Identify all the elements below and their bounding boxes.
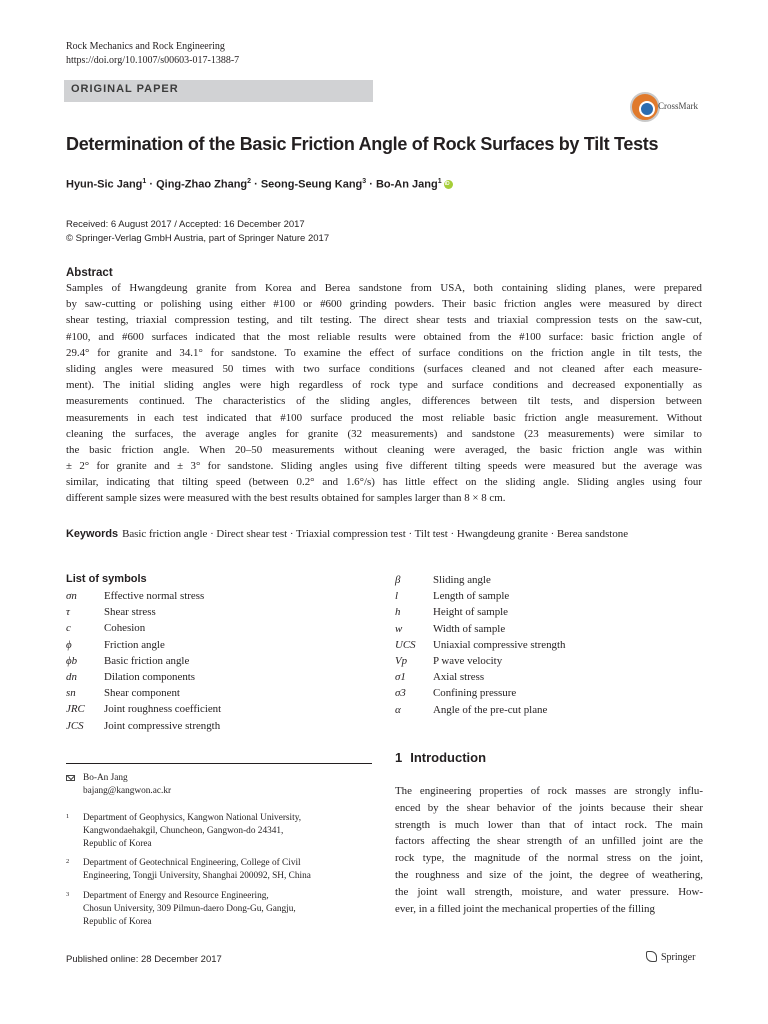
symbol-row — [66, 720, 366, 736]
text-line: measurements continued. The characteristics of the sliding angles, differences between tilt tests, and dispersion between — [66, 395, 702, 408]
symbol: c — [66, 622, 71, 635]
symbol: σ1 — [395, 671, 406, 684]
text-line: shear testing, triaxial compression testing, and tilt testing. The direct shear tests and triaxial compression tests on the saw-cut, — [66, 314, 702, 327]
text-line: ± 2° for granite and ± 3° for sandstone. Sliding angles using five different tilting speeds were measured but the average was — [66, 460, 702, 473]
received-accepted-line: Received: 6 August 2017 / Accepted: 16 December 2017 — [66, 219, 305, 230]
symbol-description: P wave velocity — [433, 655, 503, 667]
text-line: #100, and #600 surfaces indicated that the most reliable results were obtained from the #100 surface: basic friction angle of — [66, 330, 702, 343]
journal-header — [66, 40, 239, 68]
symbol-description: Height of sample — [433, 606, 509, 619]
affiliation-line: Engineering, Tongji University, Shanghai 200092, SH, China — [83, 871, 311, 881]
symbol-row — [66, 655, 366, 671]
author-name[interactable]: Hyun-Sic Jang — [66, 178, 143, 191]
symbol-description: Angle of the pre-cut plane — [433, 703, 548, 716]
author-name[interactable]: Seong-Seung Kang — [260, 178, 363, 191]
symbol-row — [395, 606, 695, 622]
affiliation-line: Republic of Korea — [83, 839, 152, 849]
footnote-divider — [66, 763, 372, 764]
symbol-row — [66, 639, 366, 655]
springer-horse-icon — [646, 951, 657, 962]
symbols-heading: List of symbols — [66, 573, 147, 585]
symbol-row — [395, 574, 695, 590]
symbols-list-right — [395, 574, 695, 724]
publisher-logo — [646, 951, 695, 963]
publisher-name: Springer — [661, 952, 696, 963]
abstract-body — [66, 280, 702, 507]
text-line: factors affecting the shear strength of an unfilled joint are the — [395, 835, 703, 848]
symbol: JRC — [66, 703, 85, 716]
symbol-row — [395, 687, 695, 703]
doi-link[interactable]: https://doi.org/10.1007/s00603-017-1388-7 — [66, 55, 240, 66]
journal-name: Rock Mechanics and Rock Engineering — [66, 41, 225, 52]
text-line: ment). The initial sliding angles were high regardless of rock type and surface conditions and decreased exponentially as — [66, 379, 702, 392]
symbol-row — [395, 623, 695, 639]
crossmark-icon — [630, 92, 660, 122]
affiliation-line: Department of Geophysics, Kangwon National University, — [83, 813, 302, 823]
text-line: cleaning the surfaces, the average angles for granite (32 measurements) and sandstone (23 measurements) were similar to — [66, 427, 702, 440]
affiliation-line: Department of Energy and Resource Engineering, — [83, 891, 269, 901]
author-list — [66, 178, 453, 191]
symbol: σn — [66, 590, 77, 602]
symbol: ϕ — [66, 638, 72, 651]
symbol: sn — [66, 687, 76, 700]
introduction-body — [395, 783, 703, 917]
corresponding-name: Bo-An Jang — [83, 773, 128, 783]
symbol: w — [395, 622, 403, 635]
symbol-row — [395, 590, 695, 606]
author-name[interactable]: Bo-An Jang — [375, 178, 438, 191]
corresponding-email[interactable]: bajang@kangwon.ac.kr — [83, 786, 172, 796]
author-separator: · — [251, 178, 261, 191]
affiliation-line: Kangwondaehakgil, Chuncheon, Gangwon-do 24341, — [83, 826, 284, 836]
symbol-row — [395, 704, 695, 720]
symbol-description: Shear component — [104, 687, 180, 700]
symbol-row — [66, 606, 366, 622]
published-date: Published online: 28 December 2017 — [66, 954, 222, 965]
article-dates — [66, 218, 329, 246]
symbol: ϕb — [66, 654, 78, 667]
symbol-description: Cohesion — [104, 622, 146, 635]
symbol-row — [66, 590, 366, 606]
symbol-row — [395, 639, 695, 655]
text-line: different sample sizes were measured with the best results obtained for samples larger than 8 × 8 cm. — [66, 492, 506, 505]
author-name[interactable]: Qing-Zhao Zhang — [156, 178, 248, 191]
affiliation-line: Department of Geotechnical Engineering, College of Civil — [83, 858, 301, 868]
author-affiliation-mark: 1 — [142, 178, 147, 185]
symbol-description: Shear stress — [104, 606, 156, 619]
symbol-row — [66, 703, 366, 719]
symbol-row — [395, 671, 695, 687]
text-line: strength is much lower than that of intact rock. The main — [395, 818, 703, 831]
symbol: Vp — [395, 655, 408, 667]
symbol: τ — [66, 606, 70, 619]
section-title: Introduction — [410, 750, 487, 765]
symbol: JCS — [66, 719, 84, 732]
symbol: dn — [66, 671, 77, 683]
author-affiliation-mark: 1 — [437, 178, 442, 185]
symbol-description: Confining pressure — [433, 687, 517, 700]
paper-title: Determination of the Basic Friction Angle of Rock Surfaces by Tilt Tests — [66, 134, 659, 154]
text-line: the roughness and size of the joint, the degree of weathering, — [395, 868, 703, 881]
author-affiliation-mark: 3 — [362, 178, 367, 185]
affiliation-number: 1 — [66, 813, 70, 820]
symbol-description: Uniaxial compressive strength — [433, 638, 566, 651]
author-separator: · — [366, 178, 376, 191]
symbol-row — [66, 671, 366, 687]
text-line: sliding angles were measured 50 times with two surface conditions (surfaces cleaned and not cleaned after each measure- — [66, 362, 702, 375]
symbol: l — [395, 590, 399, 603]
symbol: h — [395, 606, 401, 619]
article-type-label: ORIGINAL PAPER — [71, 83, 179, 95]
text-line: rock type, the magnitude of the normal stress on the joint, — [395, 852, 703, 865]
crossmark-badge[interactable] — [630, 92, 710, 124]
keywords — [66, 526, 702, 542]
text-line: similar, indicating that tilting speed (between 0.2° and 1.6°/s) has little effect on the sliding angle. Sliding angles using four — [66, 476, 702, 489]
copyright-line: © Springer-Verlag GmbH Austria, part of Springer Nature 2017 — [66, 233, 330, 244]
symbol: α — [395, 703, 401, 716]
article-type-banner — [64, 80, 373, 102]
symbol-description: Axial stress — [433, 671, 485, 684]
symbol-description: Width of sample — [433, 622, 506, 635]
symbol: σ3 — [395, 687, 406, 700]
text-line: the basic friction angle. When 20–50 measurements without cleaning were averaged, the basic friction angle was within — [66, 443, 702, 456]
affiliation-line: Chosun University, 309 Pilmun-daero Dong-Gu, Gangju, — [83, 904, 296, 914]
text-line: the joint wall strength, moisture, and water pressure. How- — [395, 885, 703, 898]
text-line: measurements in each test indicated that #100 surface produced the most reliable basic friction angle measurement. Without — [66, 411, 702, 424]
text-line: ever, in a filled joint the mechanical properties of the filling — [395, 902, 655, 915]
section-heading-introduction — [395, 750, 486, 765]
symbol-description: Length of sample — [433, 590, 510, 603]
section-number: 1 — [395, 750, 403, 765]
orcid-icon[interactable] — [444, 180, 453, 189]
keywords-text: Basic friction angle · Direct shear test · Triaxial compression test · Tilt test · Hwangdeung granite · Berea sandstone — [122, 528, 629, 540]
symbol-description: Effective normal stress — [104, 590, 205, 602]
abstract-heading: Abstract — [66, 267, 113, 279]
affiliation-number: 2 — [66, 858, 70, 865]
text-line: 29.4° for granite and 34.1° for sandstone. To examine the effect of surface conditions on the friction angle in tilt tests, the — [66, 346, 702, 359]
symbol: β — [395, 574, 401, 586]
text-line: by saw-cutting or polishing using either #100 or #600 grinding powders. Their basic friction angles were measured by direct — [66, 298, 702, 311]
text-line: Samples of Hwangdeung granite from Korea and Berea sandstone from USA, both containing sliding planes, were prepared — [66, 282, 702, 294]
symbol-row — [66, 622, 366, 638]
symbols-list-left — [66, 590, 366, 740]
affiliation-line: Republic of Korea — [83, 917, 152, 927]
symbol: UCS — [395, 638, 416, 651]
text-line: The engineering properties of rock masses are strongly influ- — [395, 785, 703, 797]
symbol-description: Basic friction angle — [104, 654, 190, 667]
symbol-row — [395, 655, 695, 671]
author-separator: · — [146, 178, 157, 191]
symbol-description: Dilation components — [104, 671, 196, 683]
symbol-description: Joint roughness coefficient — [104, 703, 222, 716]
keywords-label: Keywords — [66, 528, 119, 540]
text-line: enced by the shear behavior of the joints because their shear — [395, 801, 703, 814]
author-affiliation-mark: 2 — [247, 178, 252, 185]
symbol-description: Joint compressive strength — [104, 719, 221, 732]
symbol-description: Friction angle — [104, 638, 165, 651]
symbol-description: Sliding angle — [433, 574, 491, 586]
envelope-icon — [66, 775, 75, 781]
affiliation-number: 3 — [66, 891, 70, 898]
crossmark-label: CrossMark — [658, 101, 698, 111]
symbol-row — [66, 687, 366, 703]
